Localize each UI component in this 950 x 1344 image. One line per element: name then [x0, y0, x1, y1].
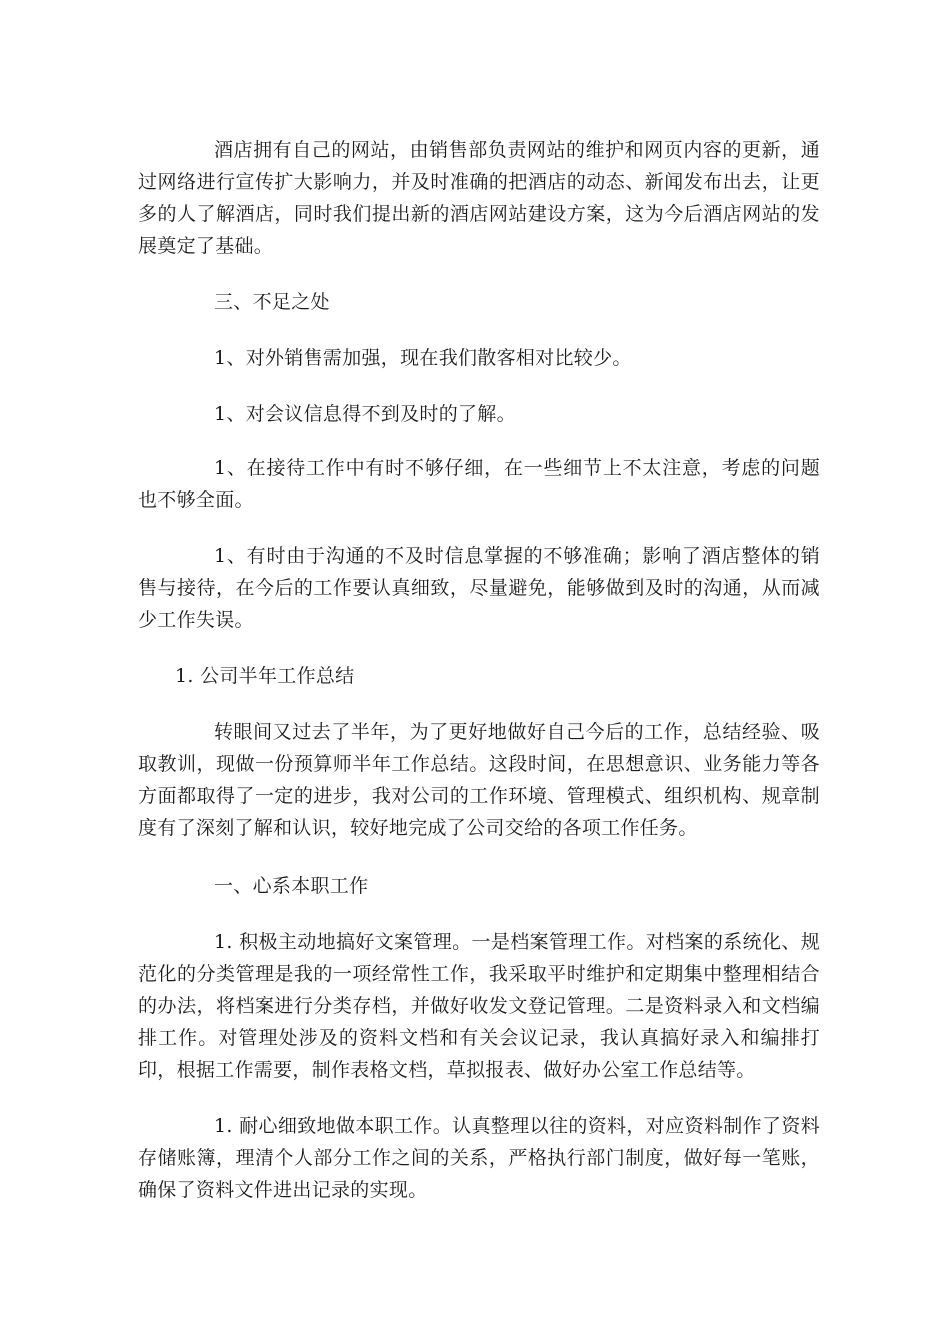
section-heading-focus-on-duties: 一、心系本职工作	[214, 875, 369, 897]
paragraph-shortcoming-sales: 1、对外销售需加强，现在我们散客相对比较少。	[214, 347, 632, 369]
paragraph-document-management: 1. 积极主动地搞好文案管理。一是档案管理工作。对档案的系统化、规范化的分类管理是我的一项经常性工作，我采取平时维护和定期集中整理相结合的办法，将档案进行分类存档，并做好收发文登记管理。二是资料录入和文档编排工作。对管理处涉及的资料文档和有关会议记录，我认真搞好录入和编排打印，根据工作需要，制作表格文档，草拟报表、做好办公室工作总结等。	[138, 931, 820, 1081]
paragraph-shortcoming-communication: 1、有时由于沟通的不及时信息掌握的不够准确；影响了酒店整体的销售与接待，在今后的工作要认真细致，尽量避免，能够做到及时的沟通，从而减少工作失误。	[138, 545, 820, 631]
paragraph-careful-work: 1. 耐心细致地做本职工作。认真整理以往的资料，对应资料制作了资料存储账簿，理清个人部分工作之间的关系，严格执行部门制度，做好每一笔账，确保了资料文件进出记录的实现。	[138, 1115, 820, 1201]
paragraph-summary-intro: 转眼间又过去了半年，为了更好地做好自己今后的工作，总结经验、吸取教训，现做一份预算师半年工作总结。这段时间，在思想意识、业务能力等各方面都取得了一定的进步，我对公司的工作环境、管理模式、组织机构、规章制度有了深刻了解和认识，较好地完成了公司交给的各项工作任务。	[138, 721, 820, 839]
heading-company-half-year-summary: 1. 公司半年工作总结	[175, 665, 355, 687]
section-heading-shortcomings: 三、不足之处	[214, 291, 330, 313]
paragraph-hotel-website: 酒店拥有自己的网站，由销售部负责网站的维护和网页内容的更新，通过网络进行宣传扩大影响力，并及时准确的把酒店的动态、新闻发布出去，让更多的人了解酒店，同时我们提出新的酒店网站建设方案，这为今后酒店网站的发展奠定了基础。	[138, 139, 820, 257]
paragraph-shortcoming-meetings: 1、对会议信息得不到及时的了解。	[214, 403, 516, 425]
paragraph-shortcoming-reception: 1、在接待工作中有时不够仔细，在一些细节上不太注意，考虑的问题也不够全面。	[138, 457, 820, 511]
